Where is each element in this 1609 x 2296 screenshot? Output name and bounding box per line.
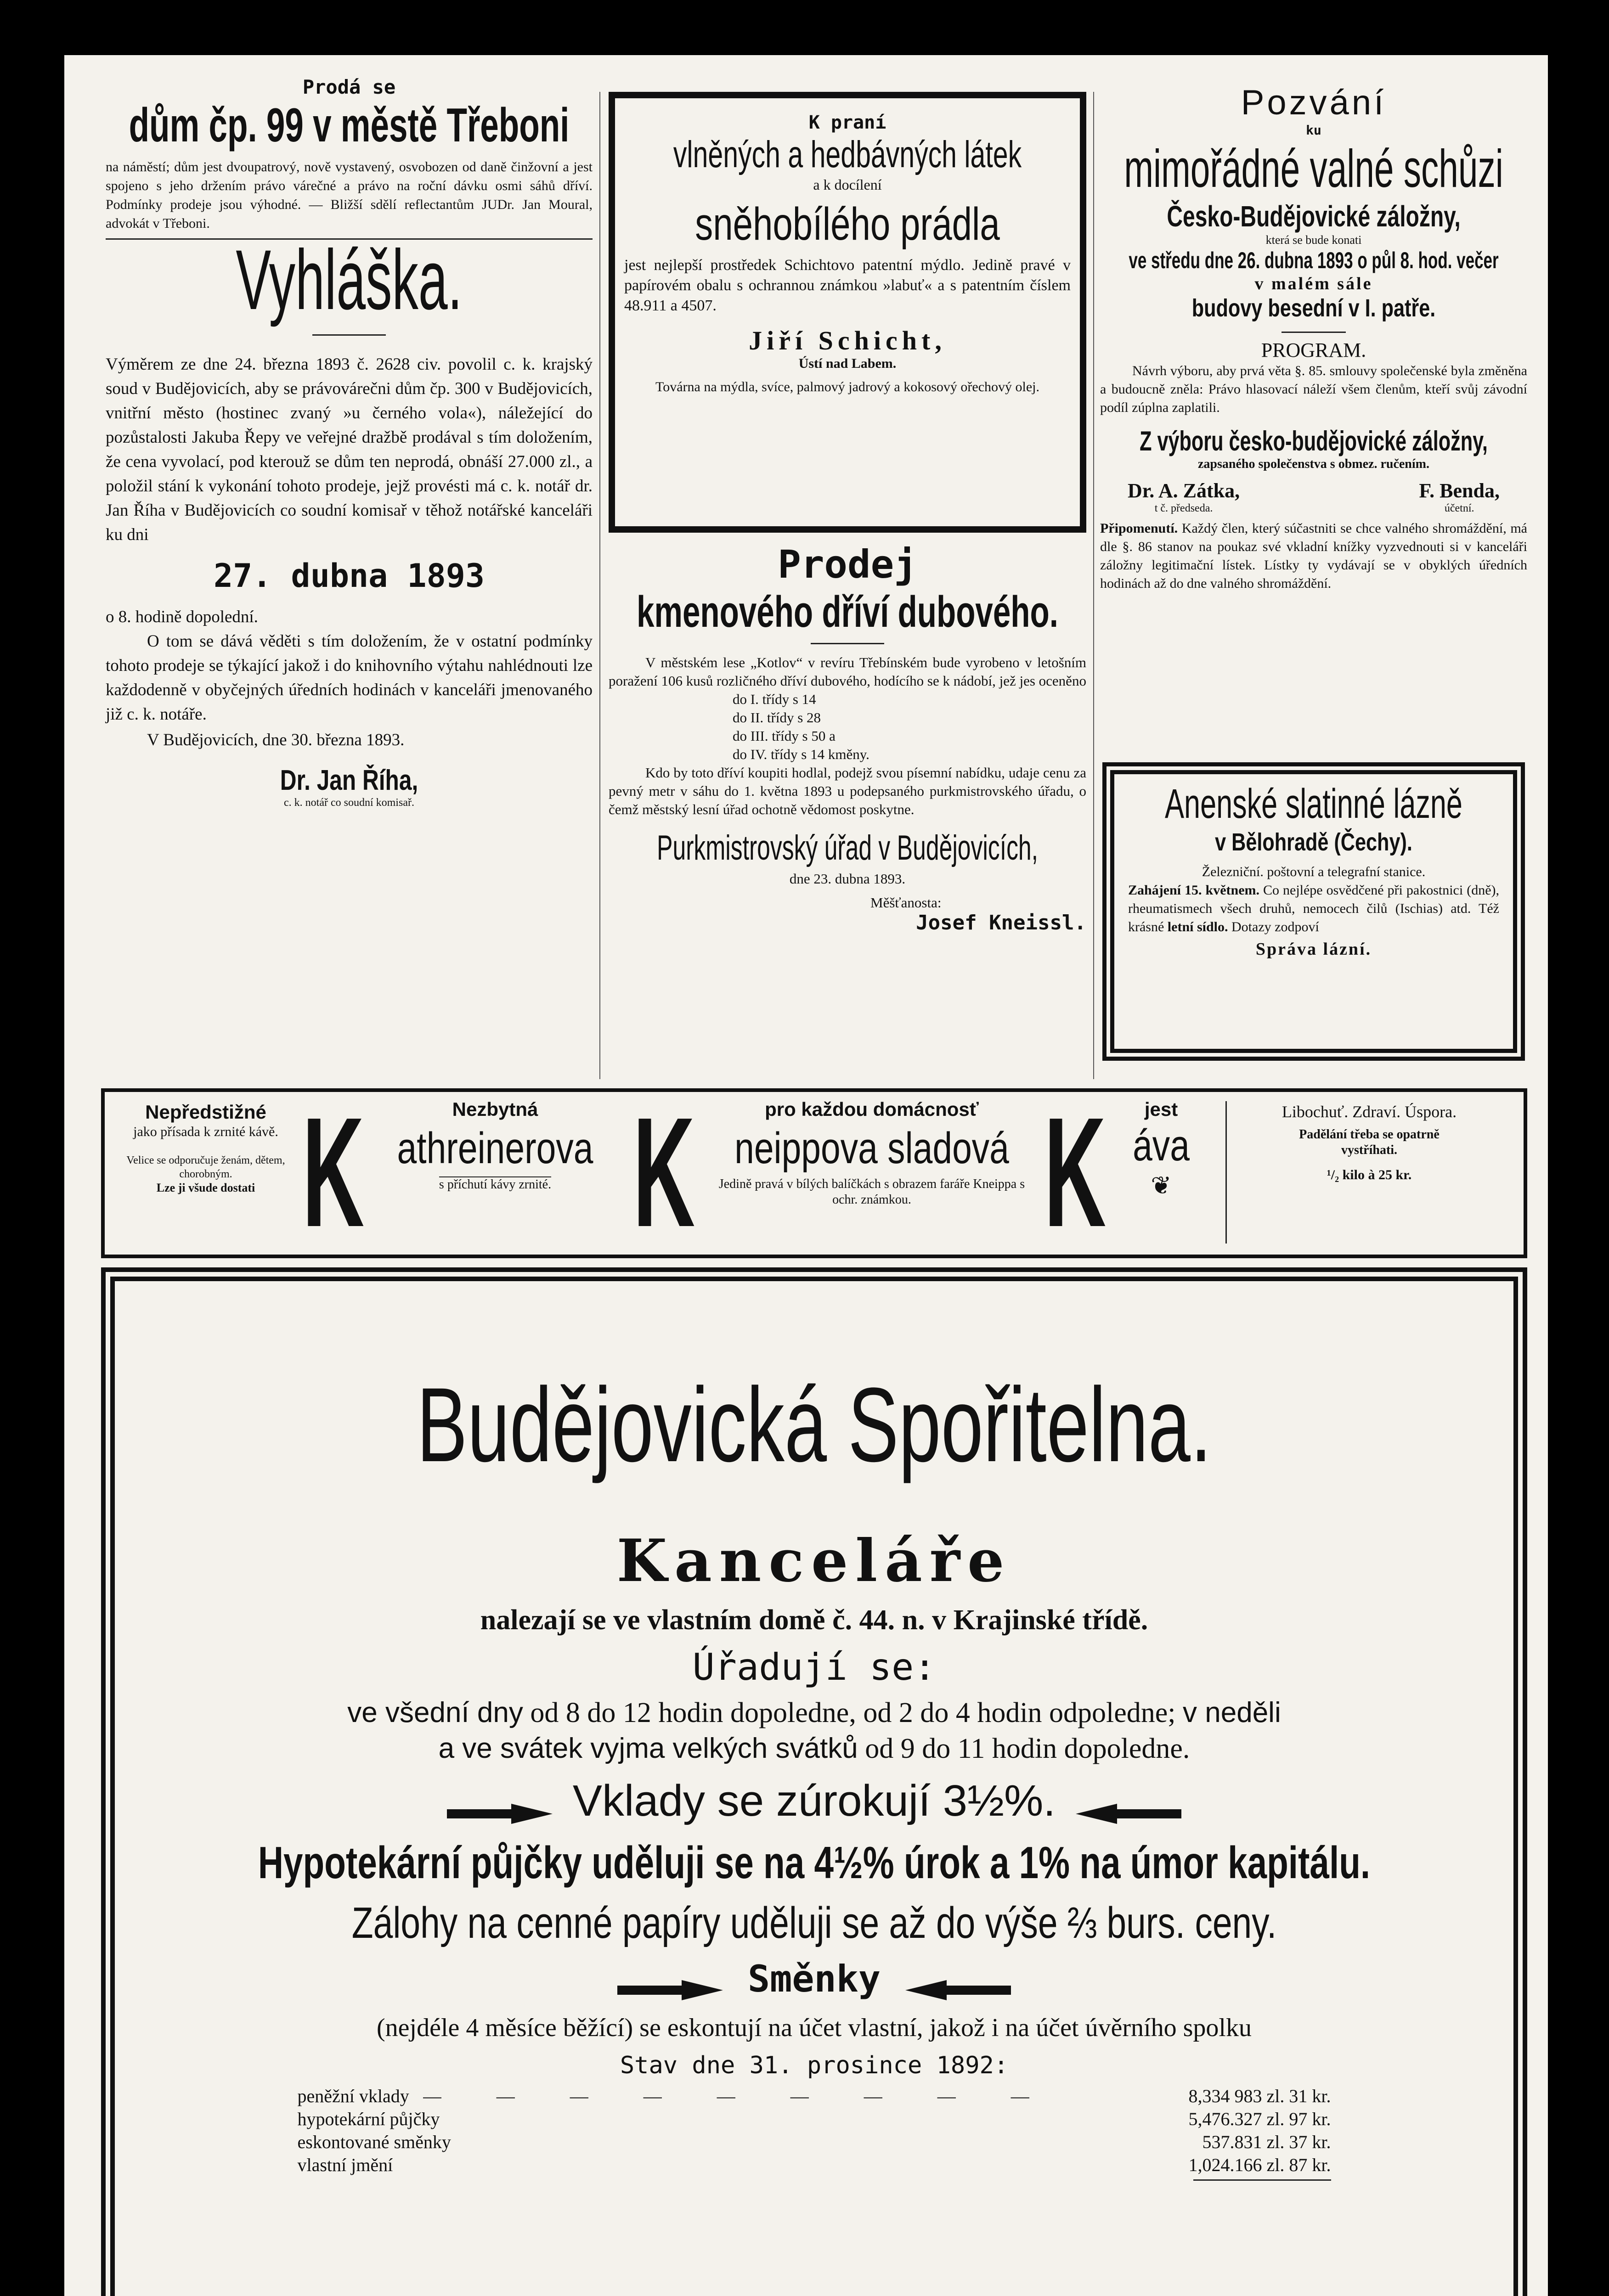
bank-bills: (nejdéle 4 měsíce běžící) se eskontují na účet vlastní, jakož i na účet úvěrního spolku: [377, 2013, 1252, 2042]
signatory-zatka: Dr. A. Zátka,: [1128, 479, 1240, 502]
pointing-hand-right-icon: [613, 1976, 728, 2004]
bank-state-title: Stav dne 31. prosince 1892:: [620, 2051, 1009, 2079]
coffee-k-letter-1: K: [302, 1085, 365, 1260]
signatory-benda-role: účetní.: [1444, 502, 1474, 514]
timber-class: do I. třídy s 14: [733, 691, 816, 707]
row-value: 8,334 983 zl. 31 kr.: [1188, 2085, 1331, 2106]
meeting-where1: v malém sále: [1254, 274, 1373, 293]
bank-hours2b: od 9 do 11 hodin dopoledne.: [865, 1733, 1190, 1764]
auction-announcement: [106, 234, 593, 809]
soap-kicker: K praní: [808, 112, 886, 133]
row-value: 537.831 zl. 37 kr.: [1202, 2131, 1331, 2152]
soap-headline: sněhobílého prádla: [695, 198, 1000, 250]
bank-advances: Zálohy na cenné papíry uděluji se až do výše ⅔ burs. ceny.: [351, 1898, 1277, 1948]
announcement-signature: Dr. Jan Říha,: [280, 765, 418, 796]
row-value: 1,024.166 zl. 87 kr.: [1188, 2154, 1331, 2175]
bank-location: nalezají se ve vlastním domě č. 44. n. v Krajinské třídě.: [480, 1604, 1148, 1636]
program-title: PROGRAM.: [1261, 339, 1366, 361]
coffee-ad: [101, 1085, 1527, 1260]
bank-hours1a: ve všední dny: [347, 1697, 523, 1728]
bank-bills-title: Směnky: [748, 1958, 881, 2001]
soap-body: jest nejlepší prostředek Schichtovo patentní mýdlo. Jedině pravé v papírovém obalu s ochrannou známkou »labuť« a s patentním číslem 48.911 a 4507.: [624, 257, 1071, 314]
table-row: [298, 2108, 1331, 2131]
savings-bank-ad: [101, 1267, 1527, 2296]
meeting-subtitle: mimořádné valné schůzi: [1124, 139, 1503, 198]
meeting-when: ve středu dne 26. dubna 1893 o půl 8. hod. večer: [1129, 248, 1499, 273]
timber-class-list: [733, 690, 1086, 764]
soap-title: vlněných a hedbávných látek: [673, 134, 1022, 175]
coffee-t5: Libochuť. Zdraví. Úspora.: [1282, 1103, 1457, 1121]
pointing-hand-right-icon: [442, 1800, 557, 1828]
spa-summer-seat: letní sídlo.: [1167, 919, 1228, 934]
table-row: [298, 2154, 1331, 2177]
row-value: 5,476.327 zl. 97 kr.: [1188, 2108, 1331, 2129]
signatory-benda: F. Benda,: [1419, 479, 1500, 502]
meeting-bank: Česko-Budějovické záložny,: [1167, 200, 1461, 233]
pointing-hand-left-icon: [1071, 1800, 1186, 1828]
spa-ad: [1102, 762, 1525, 1061]
coffee-t3b: Jedině pravá v bílých balíčkách s obrazem faráře Kneippa s ochr. známkou.: [718, 1177, 1025, 1207]
coffee-k2: neippova sladová: [734, 1124, 1009, 1173]
coffee-t2: Nezbytná: [452, 1098, 538, 1120]
timber-sale-ad: [609, 542, 1086, 934]
announcement-body2: O tom se dává věděti s tím doložením, že v ostatní podmínky tohoto prodeje se týkající jakož i do knihovního výtahu nahlédnouti lze každodenně v obyčejných úředních hodinách v kanceláři jmenovaného již c. k. notáře.: [106, 632, 593, 724]
timber-class: do IV. třídy s 14 kměny.: [733, 746, 869, 762]
timber-date: dne 23. dubna 1893.: [789, 871, 906, 887]
soap-brand: Jiří Schicht,: [749, 326, 946, 355]
house-sale-ad: [106, 76, 593, 240]
soap-sub: a k docílení: [813, 176, 882, 193]
meeting-committee: Z výboru česko-budějovické záložny,: [1140, 426, 1488, 456]
coffee-t5c: ¹/₂ kilo à 25 kr.: [1327, 1167, 1412, 1182]
bank-offices: Kanceláře: [616, 1527, 1012, 1595]
timber-intro: V městském lese „Kotlov“ v revíru Třebínském bude vyrobeno v letošním poražení 106 kusů rozličného dříví dubového, hodícího se k nádobí, jež jes oceněno: [609, 654, 1086, 689]
coffee-t4: jest: [1144, 1098, 1178, 1120]
announcement-sig-title: c. k. notář co soudní komisař.: [284, 797, 414, 809]
announcement-title: Vyhláška.: [236, 233, 463, 327]
bank-hours1b: od 8 do 12 hodin dopoledne, od 2 do 4 hodin odpoledne;: [530, 1697, 1176, 1728]
soap-footer: Továrna na mýdla, svíce, palmový jadrový a kokosový ořechový olej.: [655, 379, 1039, 394]
soap-ad: [609, 92, 1086, 533]
bank-mortgage: Hypotekární půjčky uděluji se na 4½% úrok a 1% na úmor kapitálu.: [258, 1837, 1371, 1888]
table-row: peněžní vklady ————————— 8,334 983 zl. 31 kr.: [298, 2085, 1331, 2108]
coffee-k-letter-2: K: [633, 1085, 695, 1260]
coffee-t2b: s příchutí kávy zrnité.: [439, 1177, 552, 1192]
meeting-note-label: Připomenutí.: [1100, 521, 1178, 536]
announcement-place-date: V Budějovicích, dne 30. března 1893.: [147, 731, 405, 749]
meeting-where2: budovy besední v I. patře.: [1191, 294, 1436, 322]
row-label: peněžní vklady: [297, 2085, 409, 2106]
spa-opening: Zahájení 15. květnem.: [1128, 883, 1259, 898]
coffee-k-letter-3: K: [1044, 1085, 1107, 1260]
spa-body2: Co nejlépe osvědčené při pakostnici (dně), rheumatismech všech druhů, nemocech čilů (Ischias) atd. Též krásné: [1128, 883, 1499, 934]
soap-city: Ústí nad Labem.: [798, 356, 897, 371]
spa-title: Anenské slatinné lázně: [1165, 781, 1462, 827]
row-label: hypotekární půjčky: [297, 2108, 440, 2129]
bank-title: Budějovická Spořitelna.: [417, 1366, 1212, 1484]
bank-hours2a: a ve svátek vyjma velkých svátků: [438, 1733, 858, 1764]
meeting-note: Každý člen, který súčastniti se chce valného shromáždění, má dle §. 86 stanov na poukaz své vkladní knížky vyzvednouti si v kanceláři záložny legitimační lístek. Lístky ty vydávají se v obyklých úředních hodinách až do dne valného shromáždění.: [1100, 521, 1527, 591]
table-row: [298, 2131, 1331, 2154]
meeting-title: Pozvání: [1241, 83, 1387, 122]
row-label: vlastní jmění: [297, 2154, 393, 2175]
pointing-hand-left-icon: [901, 1976, 1016, 2004]
announcement-time: o 8. hodině dopolední.: [106, 608, 258, 626]
timber-kicker: Prodej: [778, 542, 917, 587]
announcement-date: 27. dubna 1893: [213, 557, 485, 595]
timber-office: Purkmistrovský úřad v Budějovicích,: [656, 828, 1039, 867]
house-sale-title: dům čp. 99 v městě Třeboni: [129, 99, 570, 152]
timber-title: kmenového dříví dubového.: [637, 587, 1058, 636]
coffee-k1: athreinerova: [397, 1124, 593, 1173]
bank-deposits: Vklady se zúrokují 3½%.: [572, 1776, 1056, 1825]
coffee-t1c: Velice se odporučuje ženám, dětem, chorobným.: [126, 1154, 285, 1180]
timber-name: Josef Kneissl.: [916, 911, 1086, 934]
timber-role: Měšťanosta:: [870, 895, 942, 911]
signatory-zatka-role: t č. předseda.: [1154, 502, 1213, 514]
coffee-t5b: Padělání třeba se opatrně vystříhati.: [1299, 1127, 1440, 1157]
bank-hours1c: v neděli: [1183, 1697, 1281, 1728]
spa-place: v Bělohradě (Čechy).: [1215, 828, 1412, 856]
row-label: eskontované směnky: [297, 2131, 451, 2152]
newspaper-page: [64, 55, 1548, 2296]
spa-body1: Železniční. poštovní a telegrafní stanice.: [1202, 864, 1426, 879]
meeting-ku: ku: [1306, 123, 1321, 138]
timber-class: do III. třídy s 50 a: [733, 728, 836, 744]
meeting-registered: zapsaného společenstva s obmez. ručením.: [1198, 457, 1429, 471]
program-text: Návrh výboru, aby prvá věta §. 85. smlouvy společenské byla změněna a budoucně zněla: Právo hlasovací náleží všem členům, kteří svůj závodní podíl zúplna zaplatili.: [1100, 363, 1527, 415]
house-sale-body: na náměstí; dům jest dvoupatrový, nově vystavený, osvobozen od daně činžovní a jest spojeno s jeho držením právo várečné a právo na roční dávku osmi sáhů dříví. Podmínky prodeje jsou výhodné. — Bližší sdělí reflectantům JUDr. Jan Moural, advokát v Třeboni.: [106, 159, 593, 231]
bank-state-table: [298, 2085, 1331, 2181]
coffee-ornament-icon: ❦: [1151, 1172, 1172, 1199]
meeting-invitation: [1100, 83, 1527, 593]
timber-body: Kdo by toto dříví koupiti hodlal, podejž svou písemní nabídku, udaje cenu za pevný metr v sáhu do 1. května 1893 u podepsaného purkmistrovského úřadu, o čemž městský lesní úřad ochotně vědomost poskytne.: [609, 765, 1086, 817]
coffee-t1b: jako přísada k zrnité kávě.: [133, 1124, 278, 1139]
coffee-t1: Nepředstižné: [145, 1101, 266, 1123]
spa-contact: Dotazy zodpoví: [1231, 919, 1319, 934]
coffee-k3: áva: [1133, 1121, 1190, 1170]
spa-sign: Správa lázní.: [1255, 940, 1372, 959]
meeting-held: která se bude konati: [1265, 233, 1362, 247]
house-sale-kicker: Prodá se: [302, 76, 396, 98]
coffee-t1d: Lze ji všude dostati: [156, 1181, 255, 1194]
timber-class: do II. třídy s 28: [733, 709, 821, 726]
announcement-body: Výměrem ze dne 24. března 1893 č. 2628 civ. povolil c. k. krajský soud v Budějovicích, aby se právovárečni dům čp. 300 v Budějovicích, vnitřní město (hostinec zvaný »u černého vola«), náležející do pozůstalosti Jakuba Řepy ve veřejné dražbě prodával s tím doložením, že cena vyvolací, pod kterouž se dům ten neprodá, obnáší 27.000 zl., a položil stání k vykonání tohoto prodeje, jejž provésti má c. k. notář dr. Jan Říha v Budějovicích co soudní komisař v těhož notářské kanceláři ku dni: [106, 355, 593, 544]
bank-hours-title: Úřadují se:: [692, 1646, 936, 1688]
coffee-t3: pro každou domácnosť: [765, 1098, 979, 1120]
